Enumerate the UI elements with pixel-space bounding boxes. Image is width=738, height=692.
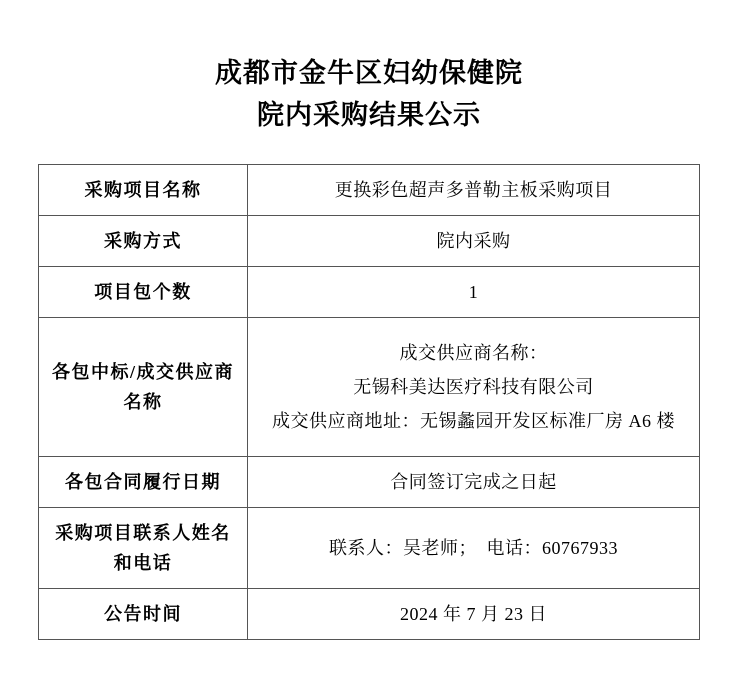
table-row bbox=[39, 216, 700, 267]
page-title bbox=[38, 0, 700, 136]
row-value-supplier-name bbox=[248, 318, 700, 457]
row-label-package-count: 项目包个数 bbox=[39, 267, 248, 318]
page-title-line-2: 院内采购结果公示 bbox=[257, 100, 481, 130]
table-row bbox=[39, 508, 700, 589]
row-value-package-count: 1 bbox=[248, 267, 700, 318]
table-row bbox=[39, 267, 700, 318]
row-value-contact: 联系人：吴老师； 电话：60767933 bbox=[248, 508, 700, 589]
row-value-announcement-date: 2024 年 7 月 23 日 bbox=[248, 589, 700, 640]
table-row bbox=[39, 589, 700, 640]
table-row bbox=[39, 165, 700, 216]
procurement-result-table bbox=[38, 164, 700, 640]
table-row bbox=[39, 457, 700, 508]
row-value-contract-date: 合同签订完成之日起 bbox=[248, 457, 700, 508]
row-label-procurement-method: 采购方式 bbox=[39, 216, 248, 267]
row-label-contract-date: 各包合同履行日期 bbox=[39, 457, 248, 508]
row-label-project-name: 采购项目名称 bbox=[39, 165, 248, 216]
table-row bbox=[39, 318, 700, 457]
supplier-name: 无锡科美达医疗科技有限公司 bbox=[353, 377, 594, 397]
supplier-address: 成交供应商地址：无锡蠡园开发区标准厂房 A6 楼 bbox=[272, 411, 675, 431]
page-title-line-1: 成都市金牛区妇幼保健院 bbox=[215, 58, 523, 88]
row-value-project-name: 更换彩色超声多普勒主板采购项目 bbox=[248, 165, 700, 216]
row-label-supplier-name: 各包中标/成交供应商名称 bbox=[39, 318, 248, 457]
row-value-procurement-method: 院内采购 bbox=[248, 216, 700, 267]
supplier-name-heading: 成交供应商名称： bbox=[399, 343, 548, 363]
row-label-contact: 采购项目联系人姓名和电话 bbox=[39, 508, 248, 589]
row-label-announcement-date: 公告时间 bbox=[39, 589, 248, 640]
